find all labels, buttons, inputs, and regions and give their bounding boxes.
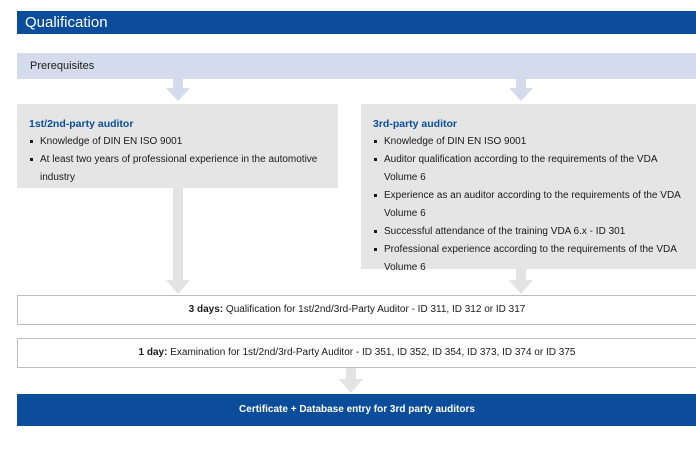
examination-step-box (17, 338, 696, 368)
duration-label: 1 day: (138, 347, 168, 358)
first-second-party-auditor-box (17, 104, 338, 188)
box-heading: 1st/2nd-party auditor (29, 118, 134, 130)
list-item: At least two years of professional experience in the automotive industry (29, 151, 326, 187)
box-heading: 3rd-party auditor (373, 118, 458, 130)
duration-label: 3 days: (188, 304, 224, 315)
list-item: Professional experience according to the requirements of the VDA Volume 6 (373, 241, 685, 277)
list-item: Experience as an auditor according to the requirements of the VDA Volume 6 (373, 187, 685, 223)
prerequisite-list (29, 133, 326, 187)
arrow-down-right-short (509, 269, 533, 295)
arrow-down-to-left-box (166, 79, 190, 103)
third-party-auditor-box (361, 104, 696, 273)
prerequisite-list (373, 133, 685, 277)
list-item: Knowledge of DIN EN ISO 9001 (373, 133, 685, 151)
list-item: Auditor qualification according to the requirements of the VDA Volume 6 (373, 151, 685, 187)
step-text: Qualification for 1st/2nd/3rd-Party Auditor - ID 311, ID 312 or ID 317 (223, 304, 526, 315)
arrow-down-to-certificate (339, 368, 363, 394)
prerequisites-bar: Prerequisites (17, 53, 696, 79)
step-text: Examination for 1st/2nd/3rd-Party Auditor - ID 351, ID 352, ID 354, ID 373, ID 374 or ID 375 (167, 347, 576, 358)
arrow-down-left-long (166, 188, 190, 295)
list-item: Knowledge of DIN EN ISO 9001 (29, 133, 326, 151)
arrow-down-to-right-box (509, 79, 533, 103)
certificate-bar: Certificate + Database entry for 3rd party auditors (17, 394, 696, 426)
list-item: Successful attendance of the training VDA 6.x - ID 301 (373, 223, 685, 241)
page-title: Qualification (17, 11, 696, 34)
qualification-step-box (17, 295, 696, 325)
